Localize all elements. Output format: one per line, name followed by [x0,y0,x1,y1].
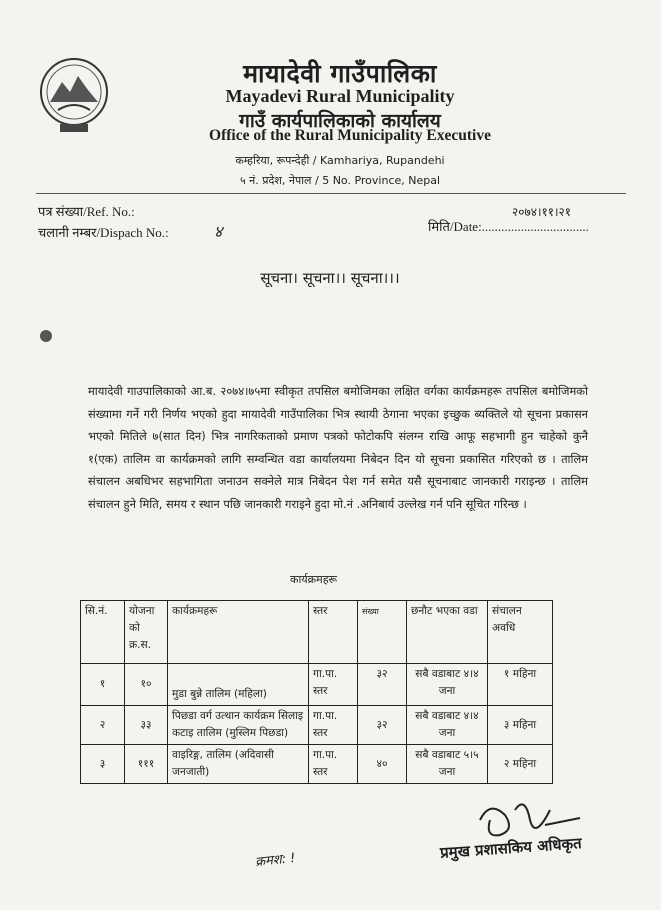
table-row [81,745,553,784]
signatory-title: प्रमुख प्रशासकिय अधिकृत [439,834,583,862]
ref-no-label: पत्र संख्या/Ref. No.: [38,204,135,219]
cell-karyakram: वाइरिङ्ग, तालिम (अदिवासी जनजाती) [168,745,309,784]
header-karyakram: कार्यक्रमहरू [168,601,309,664]
signature-mark [430,790,620,880]
cell-sanchalan: १ महिना [488,664,553,706]
cell-sanchalan: ३ महिना [488,706,553,745]
cell-sankhya: ४० [358,745,407,784]
header-sankhya: संख्या [358,601,407,664]
cell-star: गा.पा. स्तर [309,706,358,745]
cell-yojana: १११ [125,745,168,784]
table-header-row [81,601,553,664]
cell-sn: १ [81,664,125,706]
dispatch-no-label: चलानी नम्बर/Dispach No.: [38,225,169,240]
date-value: २०७४।११।२१ [512,205,572,219]
cell-chhanot: सबै वडाबाट ४।४ जना [407,664,488,706]
dispatch-no-value: ४ [214,224,223,241]
municipality-logo [38,52,110,138]
cell-yojana: ३३ [125,706,168,745]
cell-yojana: १० [125,664,168,706]
header-yojana: योजना को क्र.स. [125,601,168,664]
cell-star: गा.पा. स्तर [309,745,358,784]
cell-sanchalan: २ महिना [488,745,553,784]
table-caption: कार्यक्रमहरू [290,573,338,586]
punch-hole [40,330,52,342]
cell-karyakram: मुडा बुन्ने तालिम (महिला) [168,664,309,706]
continued-note: क्रमश: ! [254,850,297,871]
header-sanchalan: संचालन अवधि [488,601,553,664]
municipality-name-en: Mayadevi Rural Municipality [225,86,455,106]
program-table [80,600,553,784]
header-star: स्तर [309,601,358,664]
table-row [81,706,553,745]
office-name-ne: गाउँ कार्यपालिकाको कार्यालय [239,110,441,132]
cell-chhanot: सबै वडाबाट ४।४ जना [407,706,488,745]
office-name-en: Office of the Rural Municipality Executive [209,127,491,144]
cell-sankhya: ३२ [358,706,407,745]
cell-chhanot: सबै वडाबाट ५।५ जना [407,745,488,784]
header-sn: सि.नं. [81,601,125,664]
header-chhanot: छनौट भएका वडा [407,601,488,664]
date-label: मिति/Date:................................. [428,219,589,234]
address-line-2: ५ नं. प्रदेश, नेपाल / 5 No. Province, Nepal [239,174,441,187]
municipality-name-ne: मायादेवी गाउँपालिका [243,59,437,88]
cell-sn: २ [81,706,125,745]
cell-sankhya: ३२ [358,664,407,706]
cell-sn: ३ [81,745,125,784]
cell-karyakram: पिछडा वर्ग उत्थान कार्यक्रम सिलाइ कटाइ तालिम (मुस्लिम पिछडा) [168,706,309,745]
header-divider [36,193,626,194]
notice-paragraph: मायादेवी गाउपालिकाको आ.ब. २०७४।७५मा स्वीकृत तपसिल बमोजिमका लक्षित वर्गका कार्यक्रमहरू तपसिल बमोजिमको संख्यामा गर्ने गरी निर्णय भएको हुदा मायादेवी गाउँपालिका भित्र स्थायी ठेगाना भएका इच्छुक ब्यक्तिले यो सूचना प्रकासन भएको मितिले ७(सात दिन) भित्र नागरिकताको प्रमाण पत्रको फोटोकपि संलग्न राखि आफू सहभागी हुन चाहेको कुनै १(एक) तालिम वा कार्यक्रमको लागि सम्वन्धित वडा कार्यालयमा निबेदन दिन यो सूचना प्रकासित गरिएको छ । तालिम संचालन अबधिभर सहभागिता जनाउन सक्नेले मात्र निबेदन पेश गर्न समेत यसै सूचनाबाट जानकारी गराइन्छ । तालिम संचालन हुने मिति, समय र स्थान पछि जानकारी गराइने हुदा मो.नं .अनिबार्य उल्लेख गर्न पनि सूचित गरिन्छ । [88,384,588,511]
cell-star: गा.पा. स्तर [309,664,358,706]
notice-title: सूचना। सूचना।। सूचना।।। [260,269,400,287]
table-row [81,664,553,706]
address-line-1: कम्हरिया, रूपन्देही / Kamhariya, Rupandehi [235,154,445,167]
